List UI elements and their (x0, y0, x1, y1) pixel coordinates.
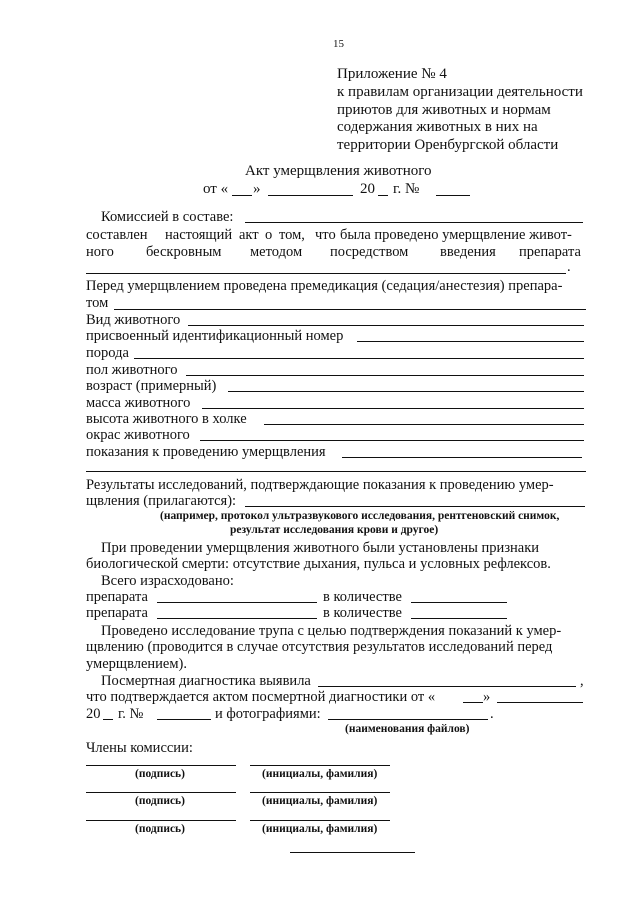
ident-label: присвоенный идентификационный номер (86, 328, 344, 344)
qty-label-2: в количестве (323, 605, 402, 621)
indications-field-2[interactable] (86, 471, 586, 472)
method-word: ного (86, 244, 114, 260)
postmortem-label: Посмертная диагностика выявила (101, 673, 311, 689)
act-title: Акт умерщвления животного (245, 163, 432, 179)
height-label: высота животного в холке (86, 411, 247, 427)
signature-caption: (подпись) (135, 823, 185, 835)
drug-name-field[interactable] (157, 602, 317, 603)
confirm-number-label: г. № (118, 706, 144, 722)
confirmed-label: что подтверждается актом посмертной диагностики от « (86, 689, 436, 705)
act-date-prefix: от « (203, 181, 229, 197)
month-field[interactable] (268, 195, 353, 196)
results-note: (например, протокол ультразвукового исследования, рентгеновский снимок, (160, 510, 560, 522)
appendix-title: Приложение № 4 (337, 66, 447, 82)
confirm-day-field[interactable] (463, 702, 483, 703)
year-field[interactable] (378, 195, 388, 196)
appendix-line: к правилам организации деятельности (337, 84, 583, 100)
method-word: методом (250, 244, 303, 260)
qty-label: в количестве (323, 589, 402, 605)
sex-label: пол животного (86, 362, 178, 378)
members-label: Члены комиссии: (86, 740, 193, 756)
indications-label: показания к проведению умерщвления (86, 444, 326, 460)
compiled-word: что (315, 227, 336, 243)
autopsy-text: Проведено исследование трупа с целью подтверждения показаний к умер- (101, 623, 562, 639)
compiled-word: была проведено умерщвление живот- (340, 227, 572, 243)
premed-label: Перед умерщвлением проведена премедикация (седация/анестезия) препара- (86, 278, 563, 294)
name-field[interactable] (250, 820, 390, 821)
name-caption: (инициалы, фамилия) (262, 768, 378, 780)
act-number-label: г. № (393, 181, 420, 197)
appendix-line: территории Оренбургской области (337, 137, 559, 153)
name-field[interactable] (250, 765, 390, 766)
premed-drug-field[interactable] (114, 309, 586, 310)
signs-text: При проведении умерщвления животного были установлены признаки (101, 540, 540, 556)
act-number-field[interactable] (436, 195, 470, 196)
results-field[interactable] (245, 506, 585, 507)
signature-caption: (подпись) (135, 795, 185, 807)
signs-text-2: биологической смерти: отсутствие дыхания, пульса и условных рефлексов. (86, 556, 551, 572)
age-field[interactable] (228, 391, 584, 392)
sex-field[interactable] (186, 375, 584, 376)
confirmed-quote: » (483, 689, 491, 705)
qty-field-2[interactable] (411, 618, 507, 619)
period: . (490, 706, 494, 722)
postmortem-field[interactable] (318, 686, 576, 687)
files-note: (наименования файлов) (345, 723, 470, 735)
compiled-word: том, (279, 227, 305, 243)
results-label: Результаты исследований, подтверждающие показания к проведению умер- (86, 477, 554, 493)
name-field[interactable] (250, 792, 390, 793)
premed-tom: том (86, 295, 109, 311)
closing-rule (290, 852, 415, 853)
day-field[interactable] (232, 195, 252, 196)
species-label: Вид животного (86, 312, 181, 328)
qty-field[interactable] (411, 602, 507, 603)
age-label: возраст (примерный) (86, 378, 217, 394)
spent-label: Всего израсходовано: (101, 573, 234, 589)
photos-label: и фотографиями: (215, 706, 321, 722)
signature-field[interactable] (86, 792, 236, 793)
results-note-2: результат исследования крови и другое) (230, 524, 439, 536)
compiled-word: составлен (86, 227, 148, 243)
confirm-month-field[interactable] (497, 702, 583, 703)
autopsy-text-2: щвлению (проводится в случае отсутствия результатов исследований перед (86, 639, 553, 655)
act-date-quote: » (253, 181, 261, 197)
appendix-line: содержания животных в них на (337, 119, 538, 135)
color-label: окрас животного (86, 427, 190, 443)
method-word: посредством (330, 244, 409, 260)
confirm-year-field[interactable] (103, 719, 113, 720)
commission-label: Комиссией в составе: (101, 209, 234, 225)
confirm-number-field[interactable] (157, 719, 211, 720)
method-word: бескровным (146, 244, 222, 260)
compiled-word: настоящий (165, 227, 233, 243)
signature-field[interactable] (86, 820, 236, 821)
act-year-prefix: 20 (360, 181, 375, 197)
name-caption: (инициалы, фамилия) (262, 795, 378, 807)
appendix-line: приютов для животных и нормам (337, 102, 551, 118)
drug-label: препарата (86, 589, 148, 605)
compiled-word: акт (239, 227, 259, 243)
color-field[interactable] (200, 440, 584, 441)
breed-field[interactable] (134, 358, 584, 359)
photos-field[interactable] (328, 719, 488, 720)
page-number: 15 (333, 38, 344, 50)
signature-field[interactable] (86, 765, 236, 766)
year-prefix: 20 (86, 706, 101, 722)
autopsy-text-3: умерщвлением). (86, 656, 187, 672)
period: . (567, 259, 571, 275)
drug-name-field-2[interactable] (157, 618, 317, 619)
species-field[interactable] (188, 325, 584, 326)
mass-field[interactable] (202, 408, 584, 409)
results-label-2: щвления (прилагаются): (86, 493, 237, 509)
compiled-word: о (265, 227, 273, 243)
breed-label: порода (86, 345, 129, 361)
commission-field[interactable] (245, 222, 583, 223)
method-word: препарата (519, 244, 581, 260)
name-caption: (инициалы, фамилия) (262, 823, 378, 835)
ident-field[interactable] (357, 341, 584, 342)
mass-label: масса животного (86, 395, 191, 411)
method-word: введения (440, 244, 496, 260)
indications-field[interactable] (342, 457, 582, 458)
drug-field[interactable] (86, 273, 566, 274)
comma: , (580, 673, 584, 689)
height-field[interactable] (264, 424, 584, 425)
drug-label-2: препарата (86, 605, 148, 621)
signature-caption: (подпись) (135, 768, 185, 780)
